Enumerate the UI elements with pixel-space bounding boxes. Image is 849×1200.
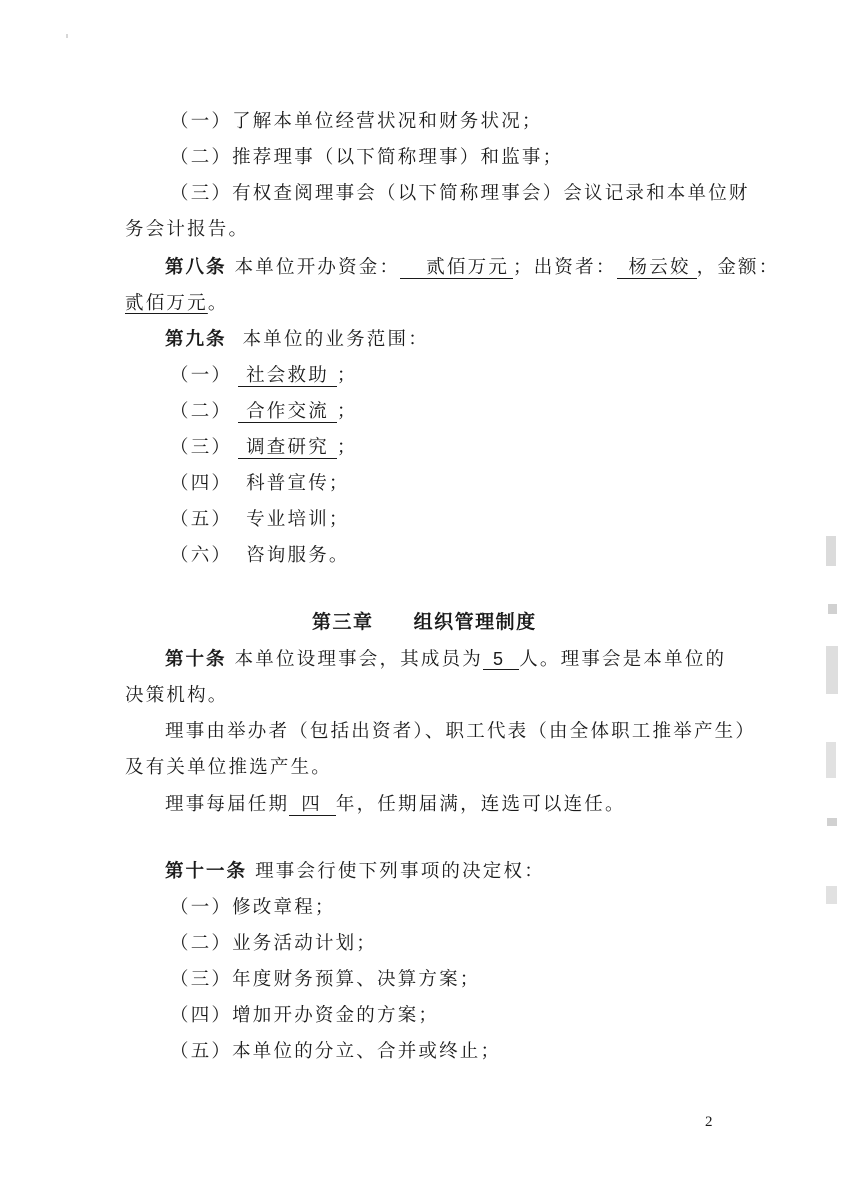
item-text-underlined: 调查研究 [238, 438, 337, 459]
article9-item-3 [170, 436, 358, 460]
article7-item-2: （二）推荐理事（以下简称理事）和监事； [170, 147, 564, 168]
chapter-heading [312, 610, 537, 634]
item-number: （六） [170, 545, 233, 566]
scan-artifact [828, 604, 837, 614]
scan-artifact [826, 646, 838, 694]
article11-label: 第十一条 [165, 861, 248, 882]
scan-artifact [66, 34, 68, 38]
article8-line2 [125, 292, 229, 316]
article10-para3-text2: 年，任期届满，连选可以连任。 [335, 794, 626, 815]
article10-label: 第十条 [165, 649, 227, 670]
article11-text: 理事会行使下列事项的决定权： [255, 861, 545, 882]
item-number: （一） [170, 365, 233, 386]
item-text-underlined: 合作交流 [238, 402, 337, 423]
chapter-number: 第三章 [312, 611, 374, 633]
item-text: 科普宣传； [246, 473, 350, 494]
article10-members: 5 [483, 649, 519, 670]
article8-end: 。 [207, 293, 229, 314]
article10-line2: 决策机构。 [125, 685, 229, 706]
article9-text: 本单位的业务范围： [242, 329, 429, 350]
article8-text3: ，金额： [696, 257, 780, 278]
article11-item-1: （一）修改章程； [170, 897, 336, 918]
article9-item-5 [170, 508, 350, 532]
item-end: ； [336, 401, 358, 422]
article10-line1 [165, 648, 726, 672]
article8-investor: 杨云姣 [617, 258, 697, 279]
scan-artifact [826, 886, 837, 904]
item-text-underlined: 社会救助 [238, 366, 337, 387]
article11-item-2: （二）业务活动计划； [170, 933, 378, 954]
article10-para3 [165, 793, 626, 817]
item-number: （四） [170, 473, 233, 494]
scan-artifact [826, 536, 836, 566]
article10-text1: 本单位设理事会，其成员为 [234, 649, 484, 670]
item-end: ； [336, 365, 358, 386]
page-number: 2 [705, 1114, 713, 1130]
item-text: 咨询服务。 [246, 545, 350, 566]
article8-line1 [165, 256, 779, 280]
article9-heading [165, 328, 429, 352]
article7-item-3-cont: 务会计报告。 [125, 219, 250, 240]
article10-para2-line1: 理事由举办者（包括出资者）、职工代表（由全体职工推举产生） [165, 721, 757, 742]
article8-text2: ；出资者： [513, 257, 617, 278]
article8-amount: 贰佰万元 [125, 293, 208, 314]
article11-item-3: （三）年度财务预算、决算方案； [170, 969, 481, 990]
chapter-title: 组织管理制度 [413, 611, 537, 633]
item-number: （二） [170, 401, 233, 422]
article10-text2: 人。理事会是本单位的 [519, 649, 727, 670]
article11-item-4: （四）增加开办资金的方案； [170, 1005, 440, 1026]
scan-artifact [827, 818, 837, 826]
article10-para2-line2: 及有关单位推选产生。 [125, 757, 333, 778]
article11-item-5: （五）本单位的分立、合并或终止； [170, 1041, 502, 1062]
article10-para3-text1: 理事每届任期 [165, 794, 290, 815]
item-number: （五） [170, 509, 233, 530]
item-number: （三） [170, 437, 233, 458]
article9-item-4 [170, 472, 350, 496]
article7-item-3: （三）有权查阅理事会（以下简称理事会）会议记录和本单位财 [170, 183, 750, 204]
article9-label: 第九条 [165, 329, 227, 350]
article9-item-1 [170, 364, 358, 388]
item-end: ； [336, 437, 358, 458]
article9-item-2 [170, 400, 358, 424]
article9-item-6 [170, 544, 350, 568]
scan-artifact [826, 742, 836, 778]
article7-item-1: （一）了解本单位经营状况和财务状况； [170, 111, 543, 132]
article10-term: 四 [289, 795, 336, 816]
item-text: 专业培训； [246, 509, 350, 530]
article11-heading [165, 860, 545, 884]
article8-fund: 贰佰万元 [400, 258, 513, 279]
article8-label: 第八条 [165, 257, 227, 278]
article8-text1: 本单位开办资金： [234, 257, 401, 278]
